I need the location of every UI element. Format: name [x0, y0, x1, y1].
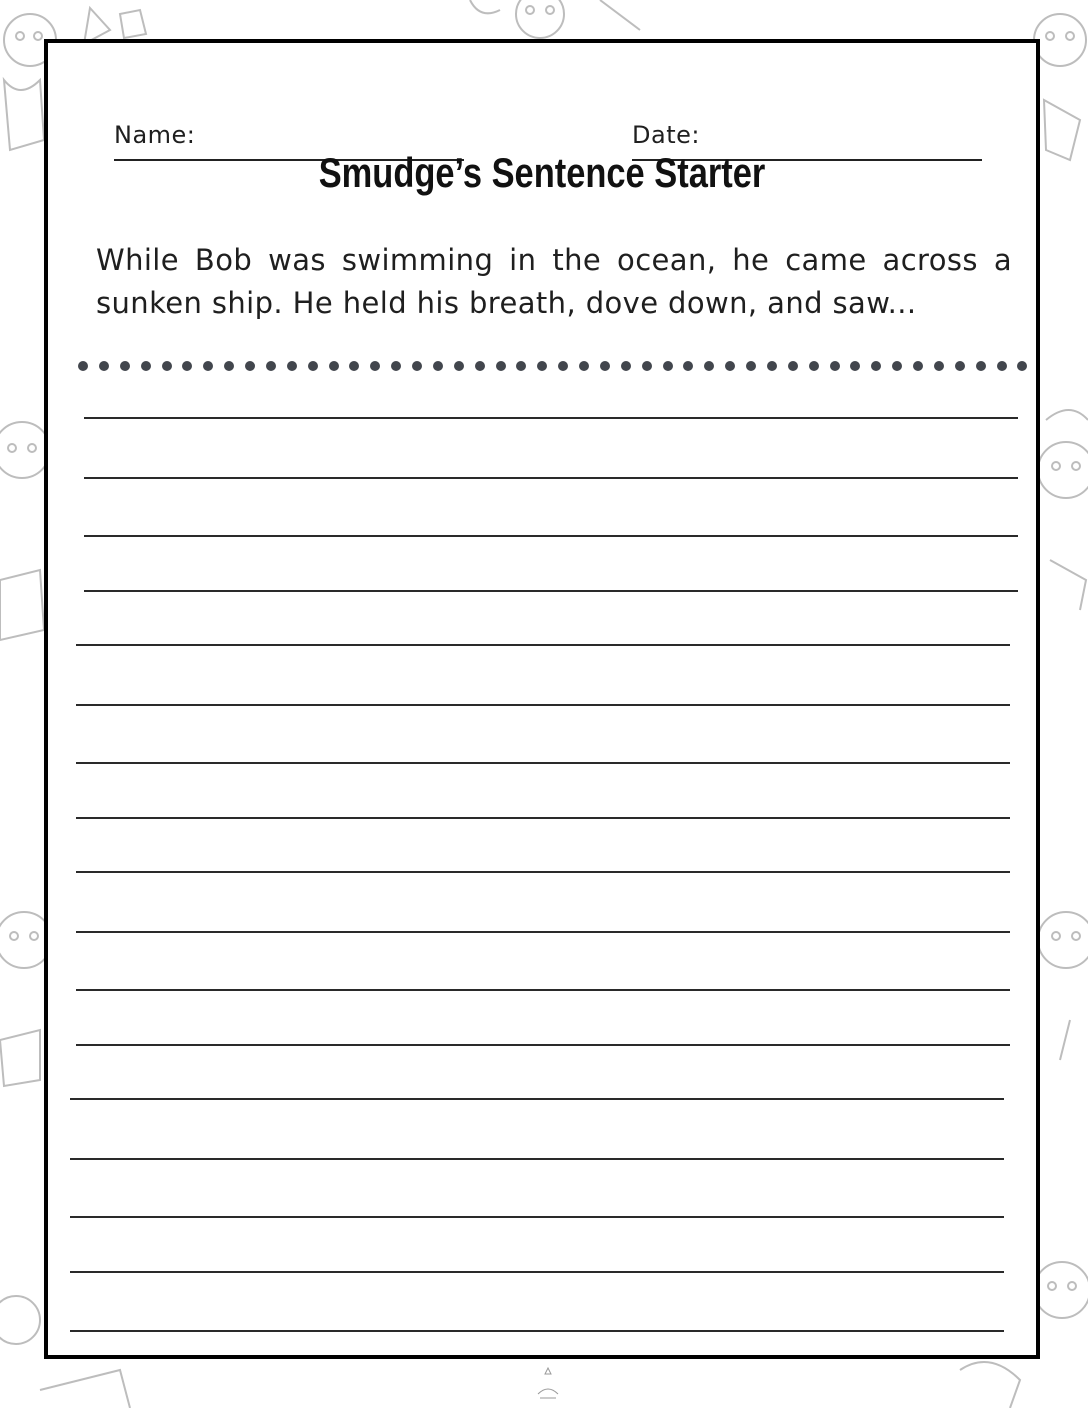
divider-dot: [788, 361, 798, 371]
writing-line[interactable]: [76, 704, 1010, 706]
divider-dot: [162, 361, 172, 371]
divider-dot: [516, 361, 526, 371]
writing-line[interactable]: [70, 1271, 1004, 1273]
doodle-character-right-middle: [1038, 410, 1088, 610]
writing-line[interactable]: [76, 762, 1010, 764]
worksheet-sheet: [44, 39, 1040, 1359]
divider-dot: [349, 361, 359, 371]
page-title: Smudge’s Sentence Starter: [318, 149, 766, 196]
divider-dot: [182, 361, 192, 371]
doodle-character-top-center: [470, 0, 640, 38]
divider-dot: [287, 361, 297, 371]
doodle-character-top-right: [1034, 14, 1086, 160]
writing-line[interactable]: [76, 1044, 1010, 1046]
divider-dot: [579, 361, 589, 371]
divider-dot: [496, 361, 506, 371]
writing-line[interactable]: [70, 1216, 1004, 1218]
divider-dot: [558, 361, 568, 371]
sentence-starter-prompt: While Bob was swimming in the ocean, he came across a sunken ship. He held his breath, dove down, and saw...: [96, 243, 1012, 320]
divider-dot: [976, 361, 986, 371]
divider-dot: [683, 361, 693, 371]
divider-dot: [746, 361, 756, 371]
divider-dot: [1017, 361, 1027, 371]
divider-dot: [830, 361, 840, 371]
writing-line[interactable]: [76, 644, 1010, 646]
divider-dot: [391, 361, 401, 371]
writing-line[interactable]: [84, 535, 1018, 537]
writing-line[interactable]: [70, 1158, 1004, 1160]
writing-line[interactable]: [84, 477, 1018, 479]
divider-dot: [224, 361, 234, 371]
divider-dot: [850, 361, 860, 371]
divider-dot: [725, 361, 735, 371]
divider-dot: [433, 361, 443, 371]
name-label: Name:: [114, 121, 196, 149]
divider-dot: [934, 361, 944, 371]
divider-dot: [809, 361, 819, 371]
dotted-divider: [78, 358, 1028, 374]
divider-dot: [99, 361, 109, 371]
divider-dot: [600, 361, 610, 371]
publisher-logo: [528, 1364, 568, 1404]
writing-line[interactable]: [76, 817, 1010, 819]
doodle-character-right-lower: [1038, 912, 1088, 1060]
divider-dot: [308, 361, 318, 371]
divider-dot: [141, 361, 151, 371]
writing-line[interactable]: [76, 989, 1010, 991]
divider-dot: [767, 361, 777, 371]
divider-dot: [871, 361, 881, 371]
divider-dot: [913, 361, 923, 371]
divider-dot: [621, 361, 631, 371]
divider-dot: [475, 361, 485, 371]
date-label: Date:: [632, 121, 700, 149]
writing-line[interactable]: [76, 871, 1010, 873]
divider-dot: [120, 361, 130, 371]
writing-line[interactable]: [70, 1098, 1004, 1100]
divider-dot: [78, 361, 88, 371]
divider-dot: [203, 361, 213, 371]
writing-line[interactable]: [84, 590, 1018, 592]
writing-line[interactable]: [70, 1330, 1004, 1332]
divider-dot: [412, 361, 422, 371]
divider-dot: [245, 361, 255, 371]
divider-dot: [892, 361, 902, 371]
divider-dot: [642, 361, 652, 371]
divider-dot: [266, 361, 276, 371]
writing-line[interactable]: [76, 931, 1010, 933]
divider-dot: [997, 361, 1007, 371]
divider-dot: [329, 361, 339, 371]
doodle-character-left-middle: [0, 422, 50, 640]
divider-dot: [370, 361, 380, 371]
divider-dot: [537, 361, 547, 371]
divider-dot: [663, 361, 673, 371]
writing-line[interactable]: [84, 417, 1018, 419]
divider-dot: [704, 361, 714, 371]
divider-dot: [955, 361, 965, 371]
divider-dot: [454, 361, 464, 371]
